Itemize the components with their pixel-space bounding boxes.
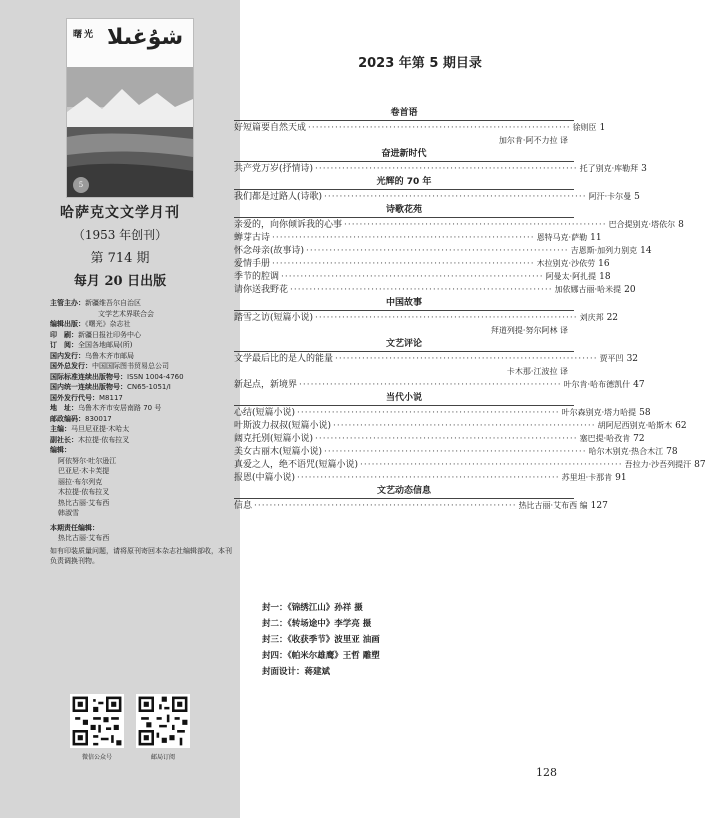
founded-year: （1953 年创刊） [72,228,168,242]
toc-entry[interactable]: 好短篇要自然天成 ···································································· 徐则臣 1 [234,123,606,133]
toc-entry[interactable]: 我们都是过路人(诗歌) ···································································· 阿汗·卡尔曼 5 [234,192,640,202]
info-row: 国外发行代号：M8117 [50,393,123,402]
info-row: 印 刷：新疆日报社印务中心 [50,330,141,339]
cover-credit: 封一：《锦绣江山》孙祥 摄 [262,603,363,613]
responsible-editor-label: 本期责任编辑： [50,523,99,532]
toc-entry[interactable]: 亲爱的，向你倾诉我的心事 ···································································· 巴合提别克·塔依尔 8 [234,220,684,230]
editor-name: 巴亚尼·木卡芙提 [58,467,110,475]
cover-title-cn: 曙光 [73,30,96,40]
toc-entry[interactable]: 文学最后比的是人的能量 ···································································· 贾平凹 32 [234,354,639,364]
toc-section-heading: 文艺评论 [234,337,574,352]
toc-entry[interactable]: 阔克托别(短篇小说) ···································································· 塞巴提·哈孜肯 72 [234,434,645,444]
cover-credit: 封二：《转场途中》李学亮 摄 [262,619,372,629]
toc-section-heading: 中国故事 [234,296,574,311]
cover-credits [262,600,380,680]
toc-entry[interactable]: 季节的腔调 ···································································· 阿曼太·阿扎提 18 [234,272,611,282]
page-number: 128 [536,766,557,779]
toc-entry[interactable]: 请你送我野花 ···································································· 加依娜古丽·哈米提 20 [234,285,636,295]
info-row: 国外总发行：中国国际图书贸易总公司 [50,362,169,370]
editor-name: 木拉提·依布拉叉 [58,488,110,496]
magazine-name: 哈萨克文文学月刊 [60,205,180,221]
info-row: 文学艺术界联合会 [98,309,154,318]
magazine-cover [66,18,194,198]
cover-credit: 封面设计：蒋建斌 [262,667,331,677]
toc-translator: 卡木那·江波拉 译 [506,367,568,376]
publication-info [50,298,234,567]
toc-section-heading: 文艺动态信息 [234,484,574,499]
cover-title-ug: شۇغىلا [107,25,184,50]
toc-section-heading: 光辉的 70 年 [234,175,574,190]
editor-name: 热比古丽·艾布西 [58,498,110,507]
toc-entry[interactable]: 真爱之人，绝不语咒(短篇小说) ···································································· 吾拉力·沙吾列提汗 87 [234,460,706,470]
toc-entry[interactable]: 爱情手册 ···································································· 木拉别克·沙依劳 16 [234,259,610,269]
responsible-editor: 热比古丽·艾布西 [58,534,110,542]
publish-schedule: 每月 20 日出版 [73,274,167,289]
toc-entry[interactable]: 踏雪之访(短篇小说) ···································································· 刘庆邦 22 [234,313,619,323]
info-row: 编辑出版：《曙光》杂志社 [50,320,131,328]
cover-credit: 封三：《收获季节》波里亚 油画 [262,635,380,645]
cover-masthead [67,19,193,67]
editor-name: 韩淑雪 [58,509,79,517]
toc-entry[interactable]: 共产党万岁(抒情诗) ···································································· 托了别克·库勒拜 3 [234,164,647,174]
toc-entry[interactable]: 美女古丽木(短篇小说) ···································································· 哈尔木别克·热合木江 78 [234,447,678,457]
editor-name: 丽拉·布尔列克 [58,477,103,486]
info-row: 国内发行：乌鲁木齐市邮局 [50,351,134,360]
info-row: 编辑： [50,446,71,454]
toc-entry[interactable]: 蝉芽古诗 ···································································· 恩特马克·萨勒 11 [234,233,602,243]
cover-photo [67,67,193,197]
info-row: 副社长：木拉提·依布拉叉 [50,435,130,444]
wechat-qr-label: 微信公众号 [81,754,112,761]
toc-entry[interactable]: 信息 ···································································· 热比古丽·艾布西 编 127 [234,501,608,511]
toc-translator: 拜道列提·努尔阿林 译 [490,326,568,335]
info-row: 订 阅：全国各地邮局(所) [50,341,133,349]
post-office-qr-label: 邮局订阅 [150,754,175,761]
info-row: 主编：马旦尼亚提·木哈太 [50,425,130,433]
info-row: 国内统一连续出版物号：CN65-1051/I [50,383,171,391]
toc-entry[interactable]: 怀念母亲(故事诗) ···································································· 吉恩斯·加列力别克 14 [234,246,652,256]
toc-entry[interactable]: 报恩(中篇小说) ···································································· 苏里坦·卡那肯 91 [234,473,627,483]
info-row: 邮政编码：830017 [50,414,112,423]
info-row: 主管主办：新疆维吾尔自治区 [50,299,141,307]
info-row: 国际标准连续出版物号：ISSN 1004-4760 [50,372,184,381]
toc-entry[interactable]: 心结(短篇小说) ···································································· 叶尔森别克·塔力哈提 58 [234,408,651,418]
info-row: 地 址：乌鲁木齐市安居南路 70 号 [50,404,162,412]
toc-entry[interactable]: 叶斯波力叔叔(短篇小说) ···································································· 胡阿尼西别克·哈斯木 62 [234,421,687,431]
toc-section-heading: 卷首语 [234,106,574,121]
toc-section-heading: 奋进新时代 [234,147,574,162]
quality-notice: 如有印装质量问题，请将原刊寄回本杂志社编辑部收，本刊负责调换刊物。 [50,546,232,565]
cover-credit: 封四：《帕米尔雄鹰》王哲 雕塑 [262,651,380,661]
toc-entry[interactable]: 新起点，新境界 ···································································· 叶尔肯·哈布德凯什 47 [234,380,645,390]
toc-title: 2023 年第 5 期目录 [358,56,482,71]
left-sidebar [0,0,240,818]
toc-section-heading: 当代小说 [234,391,574,406]
cover-issue-badge: 5 [73,177,89,193]
post-office-qr-code[interactable] [136,694,190,748]
toc-translator: 加尔肯·阿不力拉 译 [498,136,568,145]
editor-name: 阿依努尔·吐尔逊江 [58,456,117,465]
toc-section-heading: 诗歌花苑 [234,203,574,218]
wechat-qr-code[interactable] [70,694,124,748]
qr-codes [70,694,230,764]
issue-number: 第 714 期 [90,251,150,266]
table-of-contents [234,106,706,512]
